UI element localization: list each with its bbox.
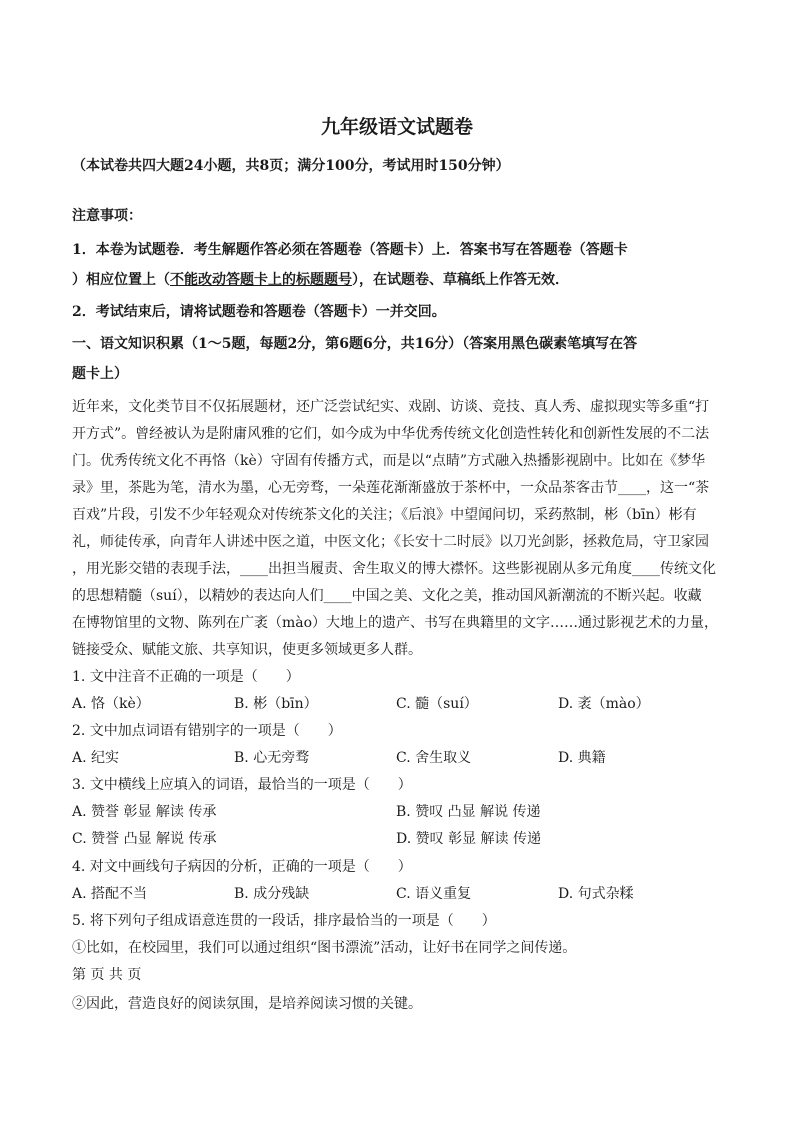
question-1-stem: 1. 文中注音不正确的一项是（ ） [72,669,300,685]
passage-line: 在博物馆里的文物、陈列在广袤（mào）大地上的遗产、书写在典籍里的文字……通过影视艺术的力量， [72,615,719,631]
question-1-option-a: A. 恪（kè） [72,696,150,712]
notice-item-1-part-a: ）相应位置上（ [72,272,170,288]
passage-line: 开方式”。曾经被认为是附庸风雅的它们，如今成为中华优秀传统文化创造性转化和创新性发展的不二法 [72,426,710,442]
question-2-option-c: C. 舍生取义 [396,750,472,766]
question-4-stem: 4. 对文中画线句子病因的分析，正确的一项是（ ） [72,859,412,875]
question-1-option-b: B. 彬（bīn） [234,696,318,712]
passage-line: 百戏”片段，引发不少年轻观众对传统茶文化的关注；《后浪》中望闻问切，采药熬制，彬（bīn）彬有 [72,507,697,523]
notice-item-1-line-1: 1．本卷为试题卷．考生解题作答必须在答题卷（答题卡）上．答案书写在答题卷（答题卡 [72,242,628,258]
passage-line: 近年来，文化类节目不仅拓展题材，还广泛尝试纪实、戏剧、访谈、竞技、真人秀、虚拟现实等多重“打 [72,399,710,415]
question-4-option-d: D. 句式杂糅 [558,886,634,902]
question-5-sentence-1: ①比如，在校园里，我们可以通过组织“图书漂流”活动，让好书在同学之间传递。 [72,940,577,956]
passage-line: 的思想精髓（suí），以精妙的表达向人们____中国之美、文化之美，推动国风新潮流的不断兴起。收藏 [72,588,702,604]
question-2-option-a: A. 纪实 [72,750,120,766]
section-1-heading-line-2: 题卡上） [72,366,128,382]
question-5-stem: 5. 将下列句子组成语意连贯的一段话，排序最恰当的一项是（ ） [72,913,496,929]
question-3-option-d: D. 赞叹 彰显 解读 传递 [396,831,541,847]
page-footer: 第 页 共 页 [72,967,142,983]
section-1-heading-line-1: 一、语文知识积累（1～5题，每题2分，第6题6分，共16分）（答案用黑色碳素笔填写在答 [72,336,638,352]
question-2-option-d: D. 典籍 [558,750,606,766]
question-3-option-c: C. 赞誉 凸显 解说 传承 [72,831,217,847]
question-1-option-d: D. 袤（mào） [558,696,650,712]
question-2-stem: 2. 文中加点词语有错别字的一项是（ ） [72,723,342,739]
notice-item-1-underlined: 不能改动答题卡上的标题题号 [170,272,352,288]
passage-line: 门。优秀传统文化不再恪（kè）守固有传播方式，而是以“点睛”方式融入热播影视剧中。比如在《梦华 [72,453,706,469]
passage-line: ，用光影交错的表现手法，____出担当履责、舍生取义的博大襟怀。这些影视剧从多元角度____传统文化 [72,561,716,577]
question-3-option-a: A. 赞誉 彰显 解读 传承 [72,804,217,820]
question-4-option-a: A. 搭配不当 [72,886,148,902]
exam-subtitle: （本试卷共四大题24小题，共8页；满分100分，考试用时150分钟） [72,158,510,174]
question-2-option-b: B. 心无旁骛 [234,750,310,766]
question-3-stem: 3. 文中横线上应填入的词语，最恰当的一项是（ ） [72,777,412,793]
notice-item-1-part-b: ），在试题卷、草稿纸上作答无效． [352,272,569,288]
notice-item-1-line-2 [72,270,569,290]
passage-line: 录》里，茶匙为笔，清水为墨，心无旁骛，一朵莲花渐渐盛放于茶杯中，一众品茶客击节____，这一“茶 [72,480,710,496]
question-5-sentence-2: ②因此，营造良好的阅读氛围，是培养阅读习惯的关键。 [72,996,422,1012]
question-1-option-c: C. 髓（suí） [396,696,478,712]
question-3-option-b: B. 赞叹 凸显 解说 传递 [396,804,541,820]
question-4-option-c: C. 语义重复 [396,886,472,902]
page-title: 九年级语文试题卷 [320,116,473,138]
passage-line: 链接受众、赋能文旅、共享知识，使更多领域更多人群。 [72,642,422,658]
notice-heading: 注意事项： [72,208,142,224]
question-4-option-b: B. 成分残缺 [234,886,310,902]
notice-item-2: 2．考试结束后，请将试题卷和答题卷（答题卡）一并交回。 [72,304,446,320]
passage-line: 礼，师徒传承，向青年人讲述中医之道，中医文化；《长安十二时辰》以刀光剑影，拯救危局，守卫家园 [72,534,709,550]
